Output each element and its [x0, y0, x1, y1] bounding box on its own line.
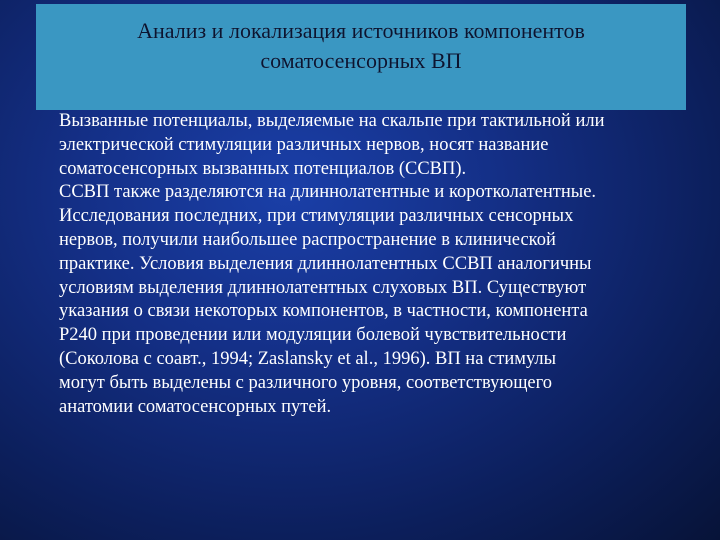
body-line: Исследования последних, при стимуляции различных сенсорных — [59, 206, 574, 227]
slide-body — [59, 110, 720, 419]
slide-title-line-1: Анализ и локализация источников компонентов — [137, 18, 585, 43]
body-line: Р240 при проведении или модуляции болевой чувствительности — [59, 325, 567, 346]
slide-title-line-2: соматосенсорных ВП — [260, 48, 462, 73]
body-line: нервов, получили наибольшее распространение в клинической — [59, 229, 556, 250]
body-line: указания о связи некоторых компонентов, в частности, компонента — [59, 301, 588, 322]
body-line: анатомии соматосенсорных путей. — [59, 396, 332, 417]
body-line: электрической стимуляции различных нервов, носят название — [59, 134, 549, 155]
body-line: (Соколова с соавт., 1994; Zaslansky et al., 1996). ВП на стимулы — [59, 348, 557, 369]
body-line: ССВП также разделяются на длиннолатентные и коротколатентные. — [59, 182, 597, 203]
body-line: практике. Условия выделения длиннолатентных ССВП аналогичны — [59, 253, 592, 274]
body-line: Вызванные потенциалы, выделяемые на скальпе при тактильной или — [59, 111, 605, 131]
body-line: соматосенсорных вызванных потенциалов (ССВП). — [59, 158, 467, 179]
title-box — [36, 4, 686, 110]
body-line: могут быть выделены с различного уровня, соответствующего — [59, 372, 553, 393]
body-line: условиям выделения длиннолатентных слуховых ВП. Существуют — [59, 277, 587, 298]
